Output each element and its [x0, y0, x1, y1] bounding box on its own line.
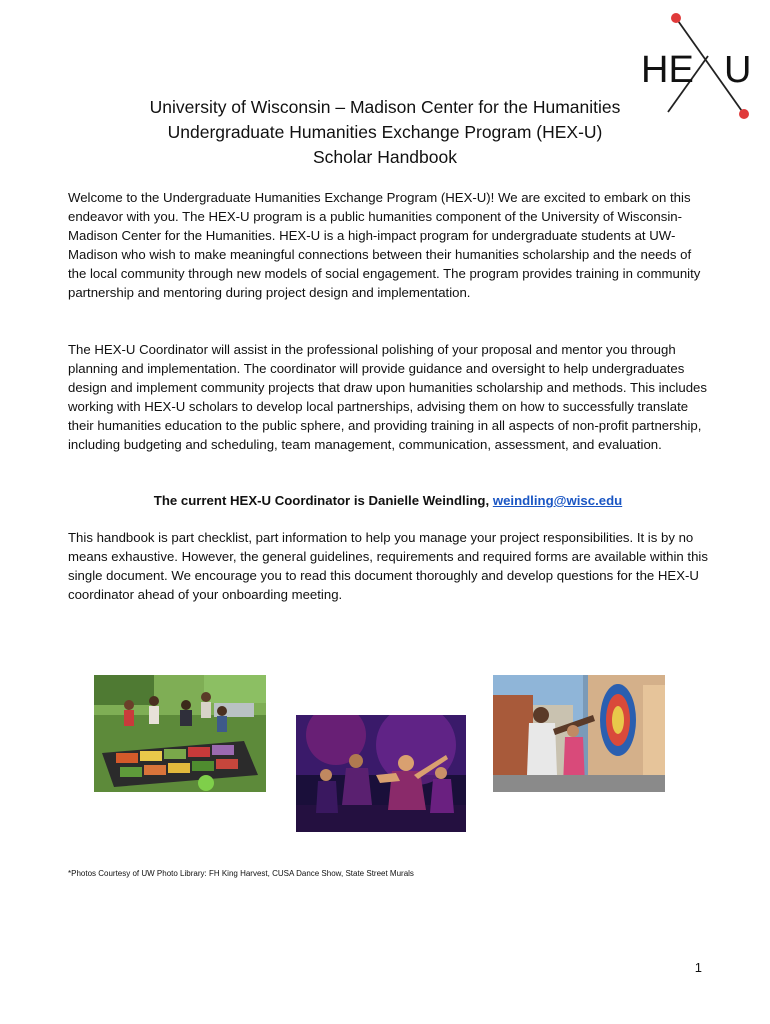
logo-text-left: HE	[641, 49, 694, 91]
page-number: 1	[694, 960, 702, 975]
title-line-3: Scholar Handbook	[313, 147, 457, 167]
coordinator-role-paragraph: The HEX-U Coordinator will assist in the professional polishing of your proposal and mentor you through planning and implementation. The coordinator will provide guidance and oversight to help undergraduates design and implement community projects that draw upon humanities scholarship and methods. This includes working with HEX-U scholars to develop local partnerships, advising them on how to successfully translate their humanities education to the public sphere, and providing training in all aspects of non-profit partnership, including budgeting and scheduling, team management, communication, assessment, and evaluation.	[68, 342, 707, 452]
harvest-photo	[94, 675, 266, 792]
murals-photo	[493, 675, 665, 792]
coordinator-line	[68, 491, 708, 510]
document-title	[60, 95, 710, 170]
welcome-paragraph: Welcome to the Undergraduate Humanities Exchange Program (HEX-U)! We are excited to embark on this endeavor with you. The HEX-U program is a public humanities component of the University of Wisconsin-Madison Center for the Humanities. HEX-U is a high-impact program for undergraduate students at UW-Madison who wish to make meaningful connections between their humanities scholarship and the needs of the local community through new models of social engagement. The program provides training in community partnership and mentoring during project design and implementation.	[68, 190, 701, 300]
coordinator-text: The current HEX-U Coordinator is Danielle Weindling,	[153, 493, 493, 508]
title-line-1: University of Wisconsin – Madison Center for the Humanities	[149, 97, 621, 117]
handbook-paragraph: This handbook is part checklist, part information to help you manage your project responsibilities. It is by no means exhaustive. However, the general guidelines, requirements and required forms are available within this single document. We encourage you to read this document thoroughly and develop questions for the HEX-U coordinator ahead of your onboarding meeting.	[68, 530, 708, 602]
title-line-2: Undergraduate Humanities Exchange Program (HEX-U)	[167, 122, 603, 142]
logo-text-right: U	[724, 49, 752, 91]
photo-caption: *Photos Courtesy of UW Photo Library: FH King Harvest, CUSA Dance Show, State Street Murals	[68, 869, 414, 878]
dance-photo	[296, 715, 466, 832]
coordinator-email-link[interactable]: weindling@wisc.edu	[492, 493, 623, 508]
